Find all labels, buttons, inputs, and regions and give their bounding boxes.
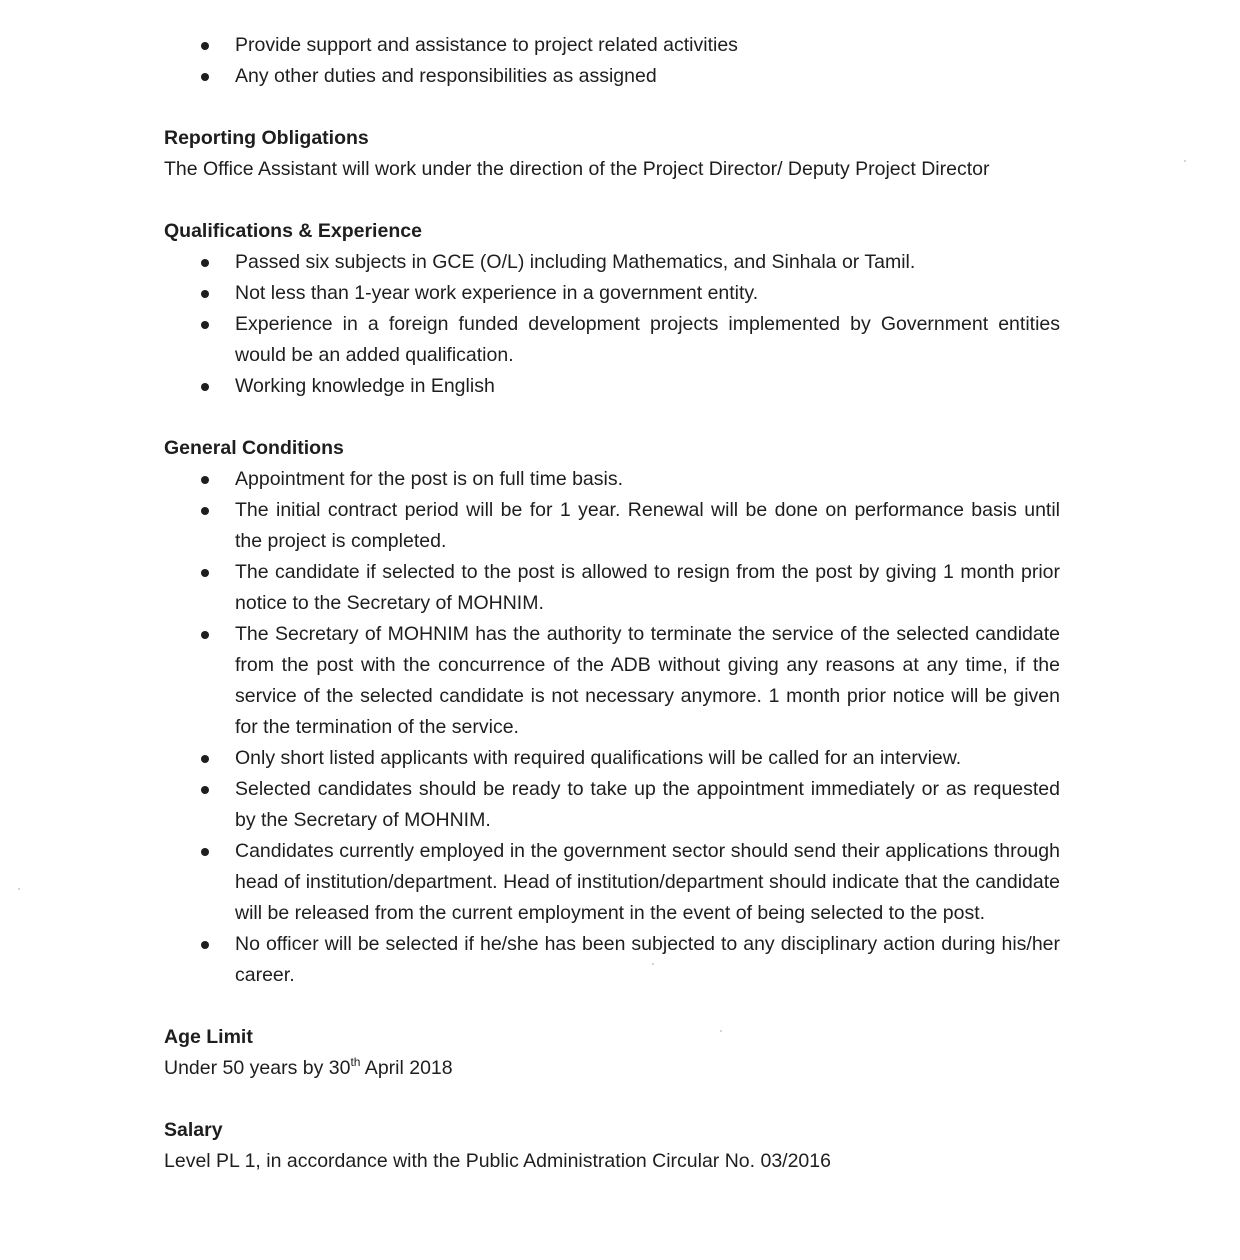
list-item [164,371,1060,402]
conditions-list [164,464,1060,991]
list-item-text: Provide support and assistance to project related activities [235,34,738,56]
reporting-section [164,123,1060,185]
qualifications-heading: Qualifications & Experience [164,220,422,242]
list-item-text: The Secretary of MOHNIM has the authority to terminate the service of the selected candidate from the post with the concurrence of the ADB without giving any reasons at any time, if the service of the selected candidate is not necessary anymore. 1 month prior notice will be given for the termination of the service. [235,623,1060,738]
conditions-section [164,433,1060,991]
list-item-text: The candidate if selected to the post is allowed to resign from the post by giving 1 month prior notice to the Secretary of MOHNIM. [235,561,1060,614]
duties-continued-section [164,30,1060,92]
bullet-icon [201,755,209,763]
bullet-icon [201,476,209,484]
list-item-text: Candidates currently employed in the government sector should send their applications through head of institution/department. Head of institution/department should indicate that the candidate will be released from the current employment in the event of being selected to the post. [235,840,1060,924]
bullet-icon [201,786,209,794]
list-item-text: The initial contract period will be for 1 year. Renewal will be done on performance basis until the project is completed. [235,499,1060,552]
salary-heading: Salary [164,1119,223,1141]
age-limit-text-date: April 2018 [360,1057,453,1079]
bullet-icon [201,569,209,577]
list-item [164,309,1060,371]
list-item-text: Not less than 1-year work experience in a government entity. [235,282,759,304]
duties-list [164,30,1060,92]
bullet-icon [201,259,209,267]
bullet-icon [201,42,209,50]
scan-speck [652,963,654,965]
scan-speck [18,888,20,890]
list-item-text: Passed six subjects in GCE (O/L) including Mathematics, and Sinhala or Tamil. [235,251,916,273]
age-limit-section [164,1022,1060,1084]
list-item [164,464,1060,495]
scan-speck [720,1030,722,1032]
list-item [164,619,1060,743]
salary-text: Level PL 1, in accordance with the Public Administration Circular No. 03/2016 [164,1150,831,1172]
bullet-icon [201,383,209,391]
list-item [164,836,1060,929]
list-item-text: Experience in a foreign funded development projects implemented by Government entities would be an added qualification. [235,313,1060,366]
bullet-icon [201,321,209,329]
list-item-text: Appointment for the post is on full time basis. [235,468,624,490]
reporting-text: The Office Assistant will work under the direction of the Project Director/ Deputy Project Director [164,158,990,180]
list-item [164,247,1060,278]
age-limit-text [164,1053,1060,1084]
bullet-icon [201,507,209,515]
document-content [164,30,1060,1177]
list-item-text: Working knowledge in English [235,375,495,397]
bullet-icon [201,631,209,639]
scan-speck [1184,160,1186,162]
qualifications-list [164,247,1060,402]
list-item-text: Only short listed applicants with required qualifications will be called for an interview. [235,747,962,769]
bullet-icon [201,290,209,298]
list-item [164,743,1060,774]
bullet-icon [201,941,209,949]
list-item [164,495,1060,557]
list-item [164,929,1060,991]
qualifications-section [164,216,1060,402]
list-item-text: No officer will be selected if he/she has been subjected to any disciplinary action during his/her career. [235,933,1060,986]
bullet-icon [201,848,209,856]
reporting-heading: Reporting Obligations [164,127,369,149]
list-item [164,278,1060,309]
age-limit-text-main: Under 50 years by 30 [164,1057,351,1079]
bullet-icon [201,73,209,81]
list-item [164,557,1060,619]
age-limit-ordinal: th [350,1055,361,1069]
list-item-text: Any other duties and responsibilities as assigned [235,65,657,87]
list-item [164,61,1060,92]
list-item [164,30,1060,61]
list-item-text: Selected candidates should be ready to take up the appointment immediately or as requested by the Secretary of MOHNIM. [235,778,1060,831]
salary-section [164,1115,1060,1177]
age-limit-heading: Age Limit [164,1026,253,1048]
conditions-heading: General Conditions [164,437,344,459]
list-item [164,774,1060,836]
